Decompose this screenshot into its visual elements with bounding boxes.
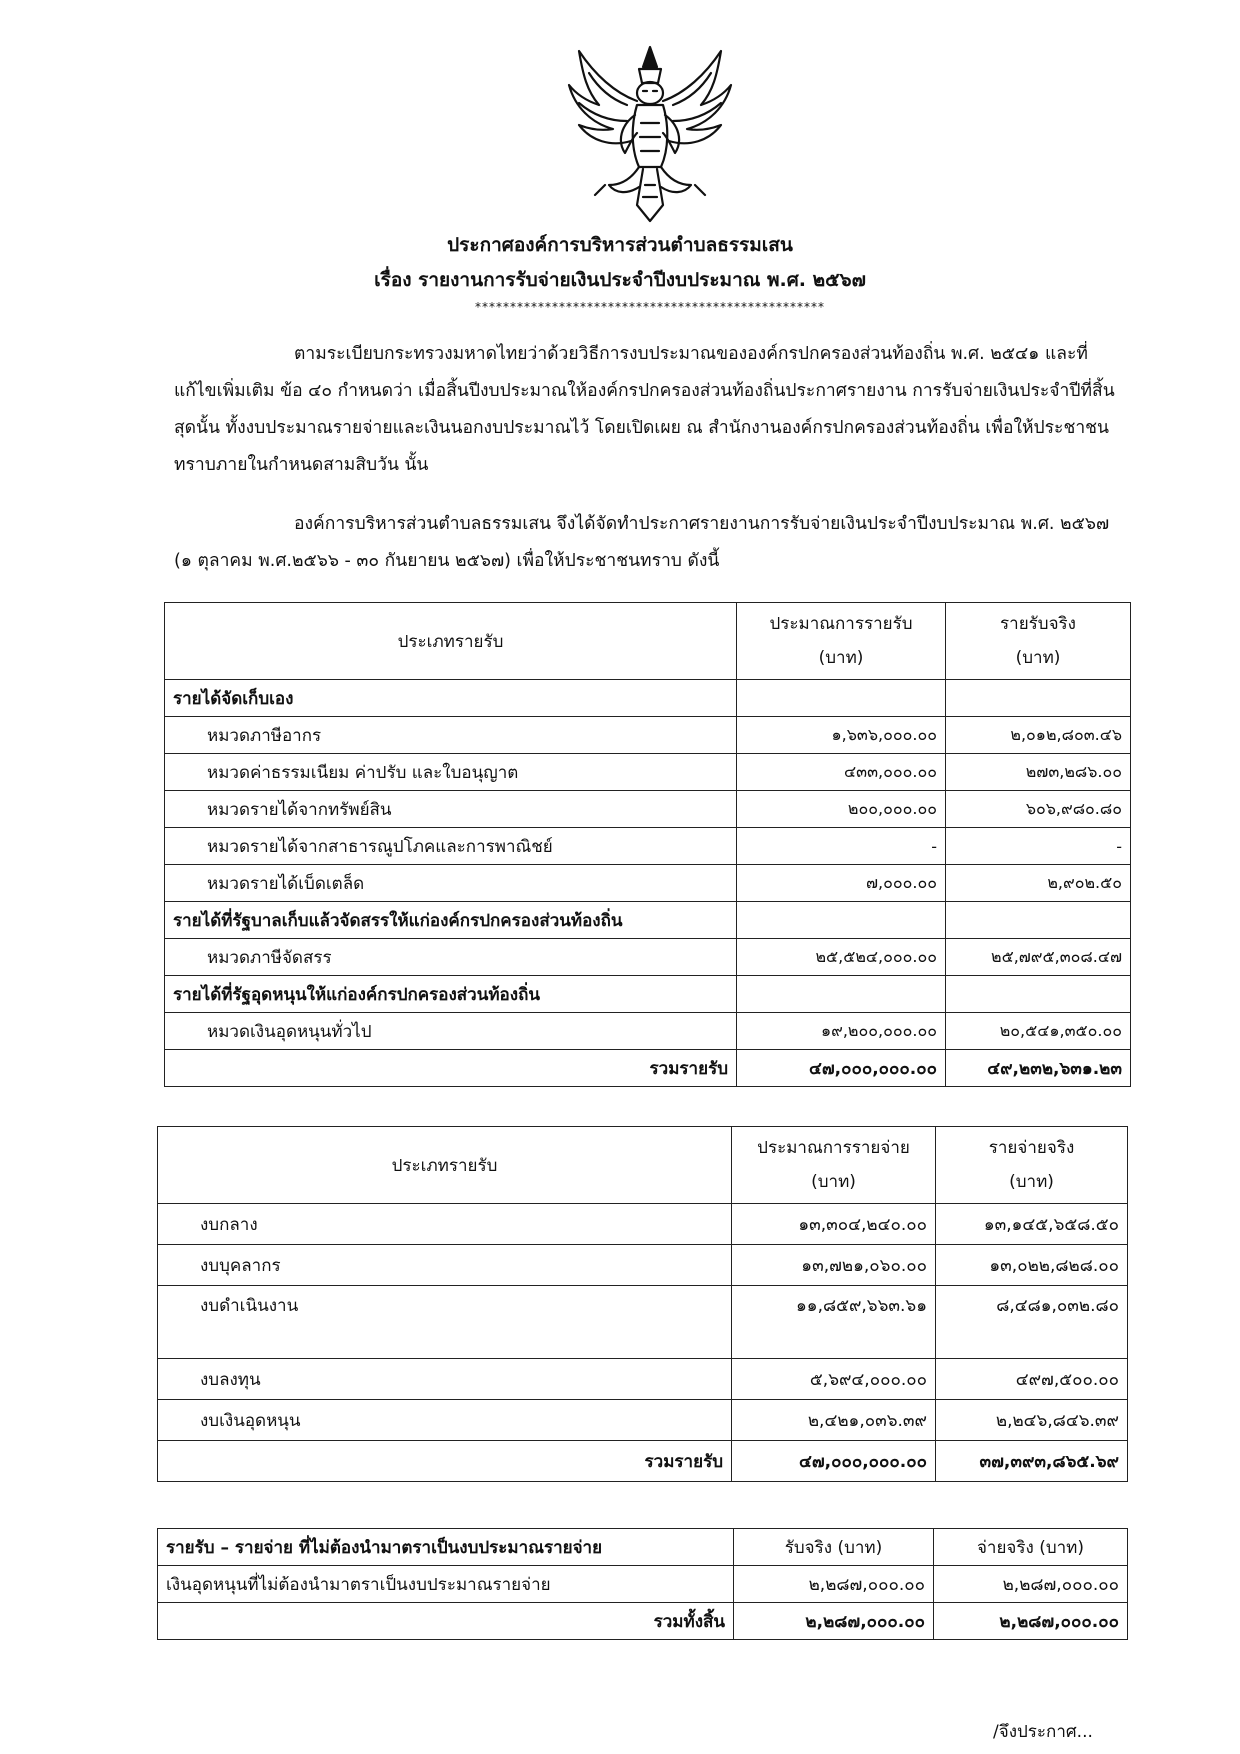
table-row (158, 1204, 1128, 1245)
total-label: รวมทั้งสิ้น (158, 1603, 734, 1640)
row-estimate: ๒,๔๒๑,๐๓๖.๓๙ (732, 1400, 936, 1441)
row-actual: ๖๐๖,๙๘๐.๘๐ (946, 791, 1131, 828)
income-table (164, 602, 1131, 1087)
column-header-estimate (737, 603, 946, 680)
row-label: งบลงทุน (158, 1359, 732, 1400)
total-actual: ๓๗,๓๙๓,๘๖๕.๖๙ (936, 1441, 1128, 1482)
column-header-actual-unit: (บาท) (1015, 648, 1061, 668)
row-estimate: ๑๓,๓๐๔,๒๔๐.๐๐ (732, 1204, 936, 1245)
row-estimate: ๑,๖๓๖,๐๐๐.๐๐ (737, 717, 946, 754)
row-estimate: ๒๕,๕๒๔,๐๐๐.๐๐ (737, 939, 946, 976)
row-label: งบดำเนินงาน (158, 1286, 732, 1359)
row-received: ๒,๒๘๗,๐๐๐.๐๐ (734, 1566, 934, 1603)
column-header-actual (946, 603, 1131, 680)
total-received: ๒,๒๘๗,๐๐๐.๐๐ (734, 1603, 934, 1640)
column-header-estimate-unit: (บาท) (818, 648, 864, 668)
intro-paragraph (174, 336, 1124, 484)
column-header-estimate-label: ประมาณการรายรับ (769, 614, 913, 634)
column-header-actual-label: รายรับจริง (1000, 614, 1076, 634)
table-header-row (158, 1127, 1128, 1204)
column-header-type: ประเภทรายรับ (158, 1127, 732, 1204)
total-label: รวมรายรับ (165, 1050, 737, 1087)
column-header-actual-label: รายจ่ายจริง (988, 1138, 1075, 1158)
title-separator: ************************************************** (475, 300, 825, 314)
table-row (158, 1286, 1128, 1359)
column-header-type: รายรับ – รายจ่าย ที่ไม่ต้องนำมาตราเป็นงบประมาณรายจ่าย (158, 1529, 734, 1566)
announcement-title: ประกาศองค์การบริหารส่วนตำบลธรรมเสน (447, 234, 793, 256)
row-actual: ๒,๒๔๖,๘๔๖.๓๙ (936, 1400, 1128, 1441)
row-paid: ๒,๒๘๗,๐๐๐.๐๐ (934, 1566, 1128, 1603)
announcement-subject: เรื่อง รายงานการรับจ่ายเงินประจำปีงบประมาณ พ.ศ. ๒๕๖๗ (374, 269, 866, 291)
row-estimate: ๗,๐๐๐.๐๐ (737, 865, 946, 902)
row-label: เงินอุดหนุนที่ไม่ต้องนำมาตราเป็นงบประมาณรายจ่าย (158, 1566, 734, 1603)
row-actual: ๘,๔๘๑,๐๓๒.๘๐ (936, 1286, 1128, 1359)
row-estimate: ๒๐๐,๐๐๐.๐๐ (737, 791, 946, 828)
group-row (165, 902, 1131, 939)
statement-paragraph-text: องค์การบริหารส่วนตำบลธรรมเสน จึงได้จัดทำประกาศรายงานการรับจ่ายเงินประจำปีงบประมาณ พ.ศ. ๒๕๖๗ (๑ ตุลาคม พ.ศ.๒๕๖๖ - ๓๐ กันยายน ๒๕๖๗) เพื่อให้ประชาชนทราบ ดังนี้ (174, 514, 1110, 571)
total-label: รวมรายรับ (158, 1441, 732, 1482)
column-header-actual-unit: (บาท) (1009, 1172, 1054, 1192)
total-estimate: ๔๗,๐๐๐,๐๐๐.๐๐ (732, 1441, 936, 1482)
table-row (158, 1245, 1128, 1286)
column-header-estimate-unit: (บาท) (811, 1172, 856, 1192)
row-actual: ๒๕,๗๙๕,๓๐๘.๔๗ (946, 939, 1131, 976)
table-row (158, 1400, 1128, 1441)
total-row (165, 1050, 1131, 1087)
group-row (165, 976, 1131, 1013)
table-header-row (158, 1529, 1128, 1566)
table-row (165, 754, 1131, 791)
table-row (158, 1359, 1128, 1400)
expense-table (157, 1126, 1128, 1482)
intro-paragraph-text: ตามระเบียบกระทรวงมหาดไทยว่าด้วยวิธีการงบประมาณขององค์กรปกครองส่วนท้องถิ่น พ.ศ. ๒๕๔๑ และที่แก้ไขเพิ่มเติม ข้อ ๔๐ กำหนดว่า เมื่อสิ้นปีงบประมาณให้องค์กรปกครองส่วนท้องถิ่นประกาศรายงาน การรับจ่ายเงินประจำปีที่สิ้นสุดนั้น ทั้งงบประมาณรายจ่ายและเงินนอกงบประมาณไว้ โดยเปิดเผย ณ สำนักงานองค์กรปกครองส่วนท้องถิ่น เพื่อให้ประชาชนทราบภายในกำหนดสามสิบวัน นั้น (174, 344, 1115, 475)
table-row (165, 865, 1131, 902)
group-label: รายได้ที่รัฐอุดหนุนให้แก่องค์กรปกครองส่วนท้องถิ่น (165, 976, 737, 1013)
row-label: งบเงินอุดหนุน (158, 1400, 732, 1441)
row-label: หมวดภาษีอากร (165, 717, 737, 754)
row-estimate: ๑๑,๘๕๙,๖๖๓.๖๑ (732, 1286, 936, 1359)
continuation-note: /จึงประกาศ... (993, 1722, 1093, 1742)
row-label: หมวดค่าธรรมเนียม ค่าปรับ และใบอนุญาต (165, 754, 737, 791)
total-paid: ๒,๒๘๗,๐๐๐.๐๐ (934, 1603, 1128, 1640)
column-header-paid: จ่ายจริง (บาท) (934, 1529, 1128, 1566)
total-row (158, 1603, 1128, 1640)
column-header-actual (936, 1127, 1128, 1204)
row-actual: ๔๙๗,๕๐๐.๐๐ (936, 1359, 1128, 1400)
table-row (165, 828, 1131, 865)
table-header-row (165, 603, 1131, 680)
group-label: รายได้ที่รัฐบาลเก็บแล้วจัดสรรให้แก่องค์กรปกครองส่วนท้องถิ่น (165, 902, 737, 939)
column-header-estimate-label: ประมาณการรายจ่าย (757, 1138, 910, 1158)
group-row (165, 680, 1131, 717)
total-row (158, 1441, 1128, 1482)
row-estimate: ๔๓๓,๐๐๐.๐๐ (737, 754, 946, 791)
row-label: หมวดรายได้จากทรัพย์สิน (165, 791, 737, 828)
column-header-type: ประเภทรายรับ (165, 603, 737, 680)
total-actual: ๔๙,๒๓๒,๖๓๑.๒๓ (946, 1050, 1131, 1087)
offbudget-table (157, 1528, 1128, 1640)
row-label: หมวดภาษีจัดสรร (165, 939, 737, 976)
column-header-received: รับจริง (บาท) (734, 1529, 934, 1566)
garuda-emblem-icon (565, 45, 735, 225)
table-row (165, 717, 1131, 754)
table-row (165, 939, 1131, 976)
table-row (165, 1013, 1131, 1050)
row-estimate: - (737, 828, 946, 865)
row-estimate: ๑๓,๗๒๑,๐๖๐.๐๐ (732, 1245, 936, 1286)
group-label: รายได้จัดเก็บเอง (165, 680, 737, 717)
table-row (165, 791, 1131, 828)
row-actual: ๒,๐๑๒,๘๐๓.๔๖ (946, 717, 1131, 754)
table-row (158, 1566, 1128, 1603)
row-actual: ๑๓,๑๔๕,๖๕๘.๕๐ (936, 1204, 1128, 1245)
row-estimate: ๑๙,๒๐๐,๐๐๐.๐๐ (737, 1013, 946, 1050)
row-actual: - (946, 828, 1131, 865)
row-label: หมวดรายได้จากสาธารณูปโภคและการพาณิชย์ (165, 828, 737, 865)
row-label: งบกลาง (158, 1204, 732, 1245)
total-estimate: ๔๗,๐๐๐,๐๐๐.๐๐ (737, 1050, 946, 1087)
row-label: หมวดรายได้เบ็ดเตล็ด (165, 865, 737, 902)
row-estimate: ๕,๖๙๔,๐๐๐.๐๐ (732, 1359, 936, 1400)
row-label: หมวดเงินอุดหนุนทั่วไป (165, 1013, 737, 1050)
row-label: งบบุคลากร (158, 1245, 732, 1286)
statement-paragraph (174, 506, 1124, 580)
row-actual: ๒๗๓,๒๘๖.๐๐ (946, 754, 1131, 791)
row-actual: ๒,๙๐๒.๕๐ (946, 865, 1131, 902)
row-actual: ๒๐,๕๔๑,๓๕๐.๐๐ (946, 1013, 1131, 1050)
column-header-estimate (732, 1127, 936, 1204)
row-actual: ๑๓,๐๒๒,๘๒๘.๐๐ (936, 1245, 1128, 1286)
